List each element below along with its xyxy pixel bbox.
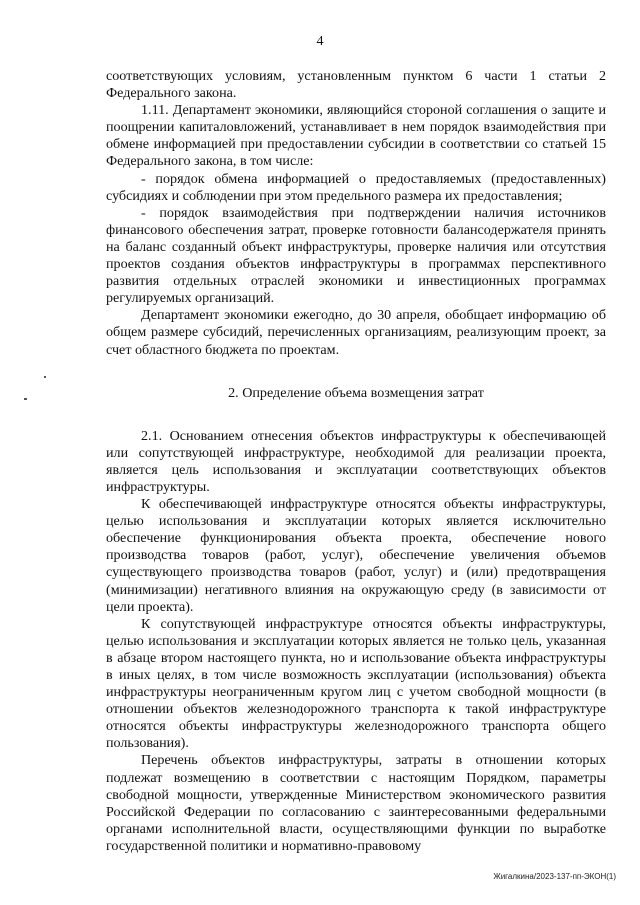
document-footer-code: Жигалкина/2023-137-пп-ЭКОН(1)	[493, 872, 616, 881]
paragraph: соответствующих условиям, установленным пунктом 6 части 1 статьи 2 Федерального закона.	[106, 68, 606, 102]
paragraph: 2.1. Основанием отнесения объектов инфраструктуры к обеспечивающей или сопутствующей инфраструктуре, необходимой для реализации проекта, является цель использования и эксплуатации соответствующих объектов инфраструктуры.	[106, 427, 606, 495]
paragraph: - порядок взаимодействия при подтверждении наличия источников финансового обеспечения затрат, проверке готовности балансодержателя принять на баланс созданный объект инфраструктуры, проверке наличия или отсутствия проектов создания объектов инфраструктуры в программах перспективного развития отдельных отраслей экономики и инвестиционных программах регулируемых организаций.	[106, 204, 606, 307]
paragraph: Департамент экономики ежегодно, до 30 апреля, обобщает информацию об общем размере субсидий, перечисленных организациям, реализующим проект, за счет областного бюджета по проектам.	[106, 307, 606, 358]
paragraph: Перечень объектов инфраструктуры, затраты в отношении которых подлежат возмещению в соответствии с настоящим Порядком, параметры свободной мощности, утвержденные Министерством экономического развития Российской Федерации по согласованию с заинтересованными федеральными органами исполнительной власти, осуществляющими функции по выработке государственной политики и нормативно-правовому	[106, 752, 606, 854]
scan-dot	[44, 376, 46, 378]
document-body	[106, 68, 606, 855]
section-heading: 2. Определение объема возмещения затрат	[228, 384, 484, 401]
scan-dot	[24, 398, 27, 400]
paragraph: 1.11. Департамент экономики, являющийся стороной соглашения о защите и поощрении капиталовложений, устанавливает в нем порядок взаимодействия при обмене информацией при предоставлении субсидии в соответствии со статьей 15 Федерального закона, в том числе:	[106, 102, 606, 170]
paragraph: К обеспечивающей инфраструктуре относятся объекты инфраструктуры, целью использования и эксплуатации которых является исключительно обеспечение функционирования объекта проекта, обеспечение нового производства товаров (работ, услуг), обеспечение увеличения объемов существующего производства товаров (работ, услуг) и (или) предотвращения (минимизации) негативного влияния на окружающую среду (в зависимости от цели проекта).	[106, 496, 606, 615]
paragraph: - порядок обмена информацией о предоставляемых (предоставленных) субсидиях и соблюдении при этом предельного размера их предоставления;	[106, 170, 606, 204]
page-number: 4	[316, 34, 324, 49]
paragraph: К сопутствующей инфраструктуре относятся объекты инфраструктуры, целью использования и эксплуатации которых является не только цель, указанная в абзаце втором настоящего пункта, но и использование объекта инфраструктуры в иных целях, в том числе возможность эксплуатации (использования) объекта инфраструктуры неограниченным кругом лиц с учетом свободной мощности (в отношении объектов железнодорожного транспорта к такой инфраструктуре относятся объекты инфраструктуры железнодорожного транспорта общего пользования).	[106, 615, 606, 752]
